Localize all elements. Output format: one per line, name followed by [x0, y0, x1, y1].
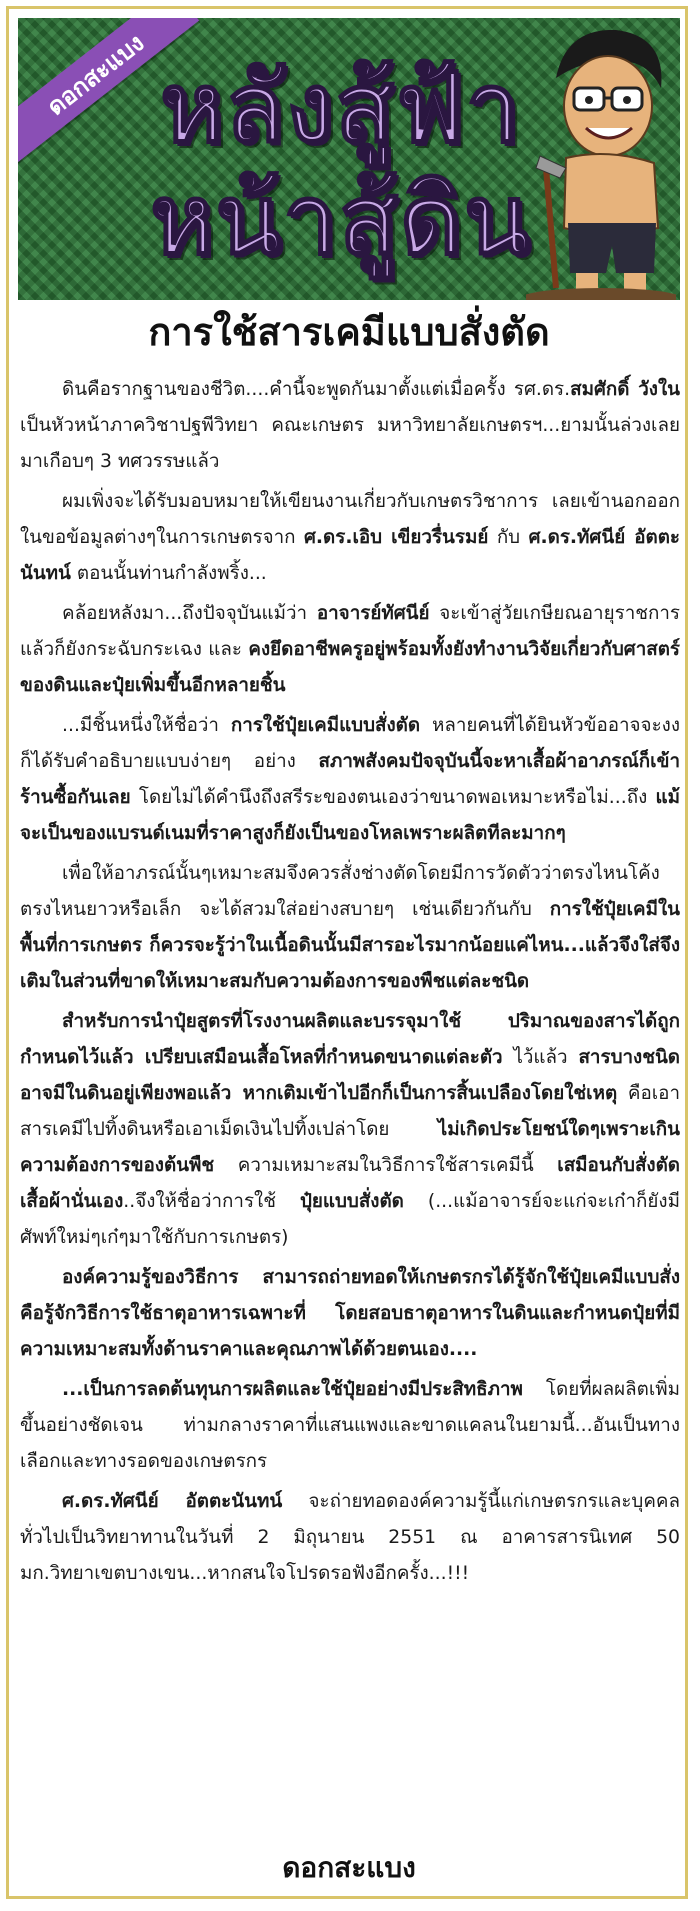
- bold-text-run: แม้จะเป็นของแบรนด์เนมที่ราคาสูงก็ยังเป็นของโหลเพราะผลิตทีละมากๆ: [20, 787, 680, 844]
- farmer-caricature-icon: [526, 18, 676, 300]
- author-byline: ดอกสะแบง: [282, 1851, 416, 1884]
- article-paragraph: [20, 1260, 680, 1368]
- bold-text-run: ศ.ดร.ทัศนีย์ อัตตะนันทน์: [20, 527, 680, 584]
- article-headline: การใช้สารเคมีแบบสั่งตัด: [148, 309, 550, 354]
- text-run: จะเข้าสู่วัยเกษียณอายุราชการแล้วก็ยังกระฉับกระเฉง และ: [20, 603, 680, 660]
- text-run: ตอนนั้นท่านกำลังพริ้ง...: [70, 563, 267, 584]
- text-run: ..จึงให้ชื่อว่าการใช้: [123, 1191, 300, 1212]
- bold-text-run: สมศักดิ์ วังใน: [570, 379, 680, 400]
- bold-text-run: คงยึดอาชีพครูอยู่พร้อมทั้งยังทำงานวิจัยเกี่ยวกับศาสตร์ของดินและปุ๋ยเพิ่มขึ้นอีกหลายชิ้น: [20, 639, 680, 696]
- article-paragraph: [20, 708, 680, 852]
- text-run: ความเหมาะสมในวิธีการใช้สารเคมีนี้: [214, 1155, 558, 1176]
- text-run: โดยที่ผลผลิตเพิ่มขึ้นอย่างชัดเจน ท่ามกลางราคาที่แสนแพงและขาดแคลนในยามนี้...อันเป็นทางเลือกและทางรอดของเกษตรกร: [20, 1379, 680, 1472]
- text-run: เพื่อให้อาภรณ์นั้นๆเหมาะสมจึงควรสั่งช่างตัดโดยมีการวัดตัวว่าตรงไหนโค้งตรงไหนยาวหรือเล็ก จะได้สวมใส่อย่างสบายๆ เช่นเดียวกันกับ: [20, 863, 660, 920]
- text-run: ผมเพิ่งจะได้รับมอบหมายให้เขียนงานเกี่ยวกับเกษตรวิชาการ เลยเข้านอกออกในขอข้อมูลต่างๆในการเกษตรจาก: [20, 491, 680, 548]
- text-run: (...แม้อาจารย์จะแก่จะเก๋าก็ยังมีศัพท์ใหม่ๆเก๋ๆมาใช้กับการเกษตร): [20, 1191, 680, 1248]
- bold-text-run: องค์ความรู้ของวิธีการ สามารถถ่ายทอดให้เกษตรกรได้รู้จักใช้ปุ๋ยเคมีแบบสั่ง คือรู้จักวิธีการใช้ธาตุอาหารเฉพาะที่ โดยสอบธาตุอาหารในดินและกำหนดปุ๋ยที่มีความเหมาะสมทั้งด้านราคาและคุณภาพได้ด้วยตนเอง....: [20, 1267, 680, 1360]
- bold-text-run: ไม่เกิดประโยชน์ใดๆเพราะเกินความต้องการของต้นพืช: [20, 1119, 680, 1176]
- text-run: ไว้แล้ว: [502, 1047, 579, 1068]
- bold-text-run: การใช้ปุ๋ยเคมีในพื้นที่การเกษตร ก็ควรจะรู้ว่าในเนื้อดินนั้นมีสารอะไรมากน้อยแค่ไหน...แล้วจึงใส่จึงเติมในส่วนที่ขาดให้เหมาะสมกับความต้องการของพืชแต่ละชนิด: [20, 899, 680, 992]
- column-banner: [18, 18, 680, 300]
- text-run: คือเอาสารเคมีไปทิ้งดินหรือเอาเม็ดเงินไปทิ้งเปล่าโดย: [20, 1083, 681, 1140]
- bold-text-run: สำหรับการนำปุ๋ยสูตรที่โรงงานผลิตและบรรจุมาใช้ ปริมาณของสารได้ถูกกำหนดไว้แล้ว เปรียบเสมือนเสื้อโหลที่กำหนดขนาดแต่ละตัว: [20, 1011, 680, 1068]
- article-paragraph: [20, 1372, 680, 1480]
- text-run: กับ: [488, 527, 529, 548]
- article-paragraph: [20, 1484, 680, 1592]
- bold-text-run: ศ.ดร.ทัศนีย์ อัตตะนันทน์: [62, 1491, 283, 1512]
- banner-title-line2: หน้าสู้ดิน: [150, 164, 532, 276]
- bold-text-run: สารบางชนิดอาจมีในดินอยู่เพียงพอแล้ว หากเติมเข้าไปอีกก็เป็นการสิ้นเปลืองโดยใช่เหตุ: [20, 1047, 680, 1104]
- article-paragraph: [20, 1004, 680, 1256]
- text-run: โดยไม่ได้คำนึงถึงสรีระของตนเองว่าขนาดพอเหมาะหรือไม่...ถึง: [130, 787, 656, 808]
- article-paragraph: [20, 484, 680, 592]
- text-run: ...มีชิ้นหนึ่งให้ชื่อว่า: [62, 715, 231, 736]
- bold-text-run: อาจารย์ทัศนีย์: [316, 603, 430, 624]
- article-paragraph: [20, 596, 680, 704]
- bold-text-run: สภาพสังคมปัจจุบันนี้จะหาเสื้อผ้าอาภรณ์ก็เข้าร้านซื้อกันเลย: [20, 751, 680, 808]
- bold-text-run: ศ.ดร.เอิบ เขียวรื่นรมย์: [304, 527, 489, 548]
- column-tag: ดอกสะแบง: [41, 28, 150, 121]
- text-run: หลายคนที่ได้ยินหัวข้ออาจจะงง ก็ได้รับคำอธิบายแบบง่ายๆ อย่าง: [20, 715, 680, 772]
- text-run: ดินคือรากฐานของชีวิต....คำนี้จะพูดกันมาตั้งแต่เมื่อครั้ง รศ.ดร.: [62, 379, 571, 400]
- banner-title-line1: หลังสู้ฟ้า: [160, 52, 522, 164]
- text-run: คล้อยหลังมา...ถึงปัจจุบันแม้ว่า: [62, 603, 317, 624]
- bold-text-run: การใช้ปุ๋ยเคมีแบบสั่งตัด: [230, 715, 421, 736]
- article-paragraph: [20, 372, 680, 480]
- bold-text-run: ...เป็นการลดต้นทุนการผลิตและใช้ปุ๋ยอย่างมีประสิทธิภาพ: [62, 1379, 523, 1400]
- article-paragraph: [20, 856, 680, 1000]
- article-body: [20, 372, 680, 1596]
- bold-text-run: ปุ๋ยแบบสั่งตัด: [299, 1191, 404, 1212]
- text-run: จะถ่ายทอดองค์ความรู้นี้แก่เกษตรกรและบุคคลทั่วไปเป็นวิทยาทานในวันที่ 2 มิถุนายน 2551 ณ อาคารสารนิเทศ 50 มก.วิทยาเขตบางเขน...หากสนใจโปรดรอฟังอีกครั้ง...!!!: [20, 1491, 680, 1584]
- bold-text-run: เสมือนกับสั่งตัดเสื้อผ้านั่นเอง: [20, 1155, 680, 1212]
- text-run: เป็นหัวหน้าภาควิชาปฐพีวิทยา คณะเกษตร มหาวิทยาลัยเกษตรฯ...ยามนั้นล่วงเลยมาเกือบๆ 3 ทศวรรษแล้ว: [20, 415, 680, 472]
